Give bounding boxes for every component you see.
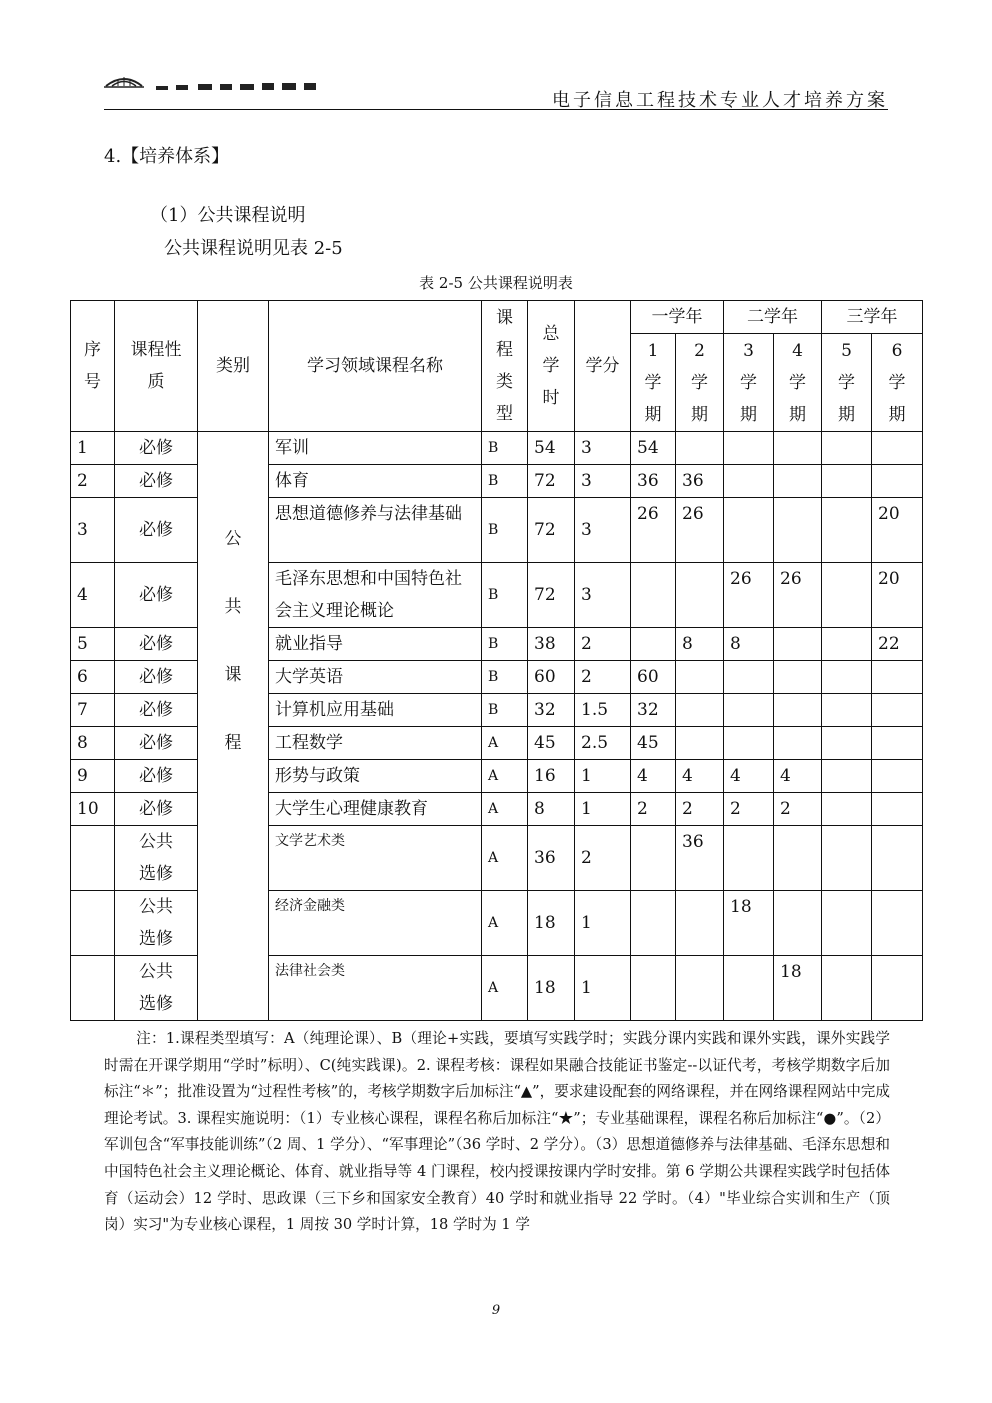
cell-course-name: 法律社会类 bbox=[269, 956, 482, 1021]
header-term-1: 1学期 bbox=[631, 334, 676, 432]
cell-course-type: B bbox=[482, 628, 528, 661]
header-term-6: 6学期 bbox=[872, 334, 923, 432]
cell-term-5 bbox=[822, 826, 872, 891]
cell-term-2: 26 bbox=[676, 498, 724, 563]
cell-credits: 1 bbox=[575, 760, 631, 793]
cell-course-type: B bbox=[482, 694, 528, 727]
cell-term-3 bbox=[724, 498, 774, 563]
cell-nature: 必修 bbox=[115, 661, 198, 694]
public-course-table bbox=[70, 300, 923, 1021]
cell-course-name: 文学艺术类 bbox=[269, 826, 482, 891]
cell-course-name: 思想道德修养与法律基础 bbox=[269, 498, 482, 563]
cell-course-type: A bbox=[482, 956, 528, 1021]
cell-term-3 bbox=[724, 661, 774, 694]
cell-total-hours: 45 bbox=[528, 727, 575, 760]
cell-term-3: 26 bbox=[724, 563, 774, 628]
cell-term-2: 36 bbox=[676, 465, 724, 498]
cell-course-name: 军训 bbox=[269, 432, 482, 465]
cell-term-5 bbox=[822, 760, 872, 793]
cell-term-4 bbox=[774, 826, 822, 891]
cell-term-1: 36 bbox=[631, 465, 676, 498]
cell-course-type: B bbox=[482, 563, 528, 628]
cell-term-3: 8 bbox=[724, 628, 774, 661]
cell-index: 6 bbox=[71, 661, 115, 694]
cell-nature: 必修 bbox=[115, 694, 198, 727]
cell-term-1: 26 bbox=[631, 498, 676, 563]
header-course-name: 学习领域课程名称 bbox=[269, 301, 482, 432]
cell-nature: 公共选修 bbox=[115, 956, 198, 1021]
cell-total-hours: 72 bbox=[528, 563, 575, 628]
subsection-text: 公共课程说明见表 2-5 bbox=[164, 238, 343, 259]
cell-index bbox=[71, 891, 115, 956]
cell-term-3 bbox=[724, 694, 774, 727]
cell-nature: 必修 bbox=[115, 563, 198, 628]
cell-term-2: 8 bbox=[676, 628, 724, 661]
cell-course-type: A bbox=[482, 793, 528, 826]
cell-term-3: 2 bbox=[724, 793, 774, 826]
cell-term-5 bbox=[822, 694, 872, 727]
cell-course-type: A bbox=[482, 891, 528, 956]
cell-total-hours: 16 bbox=[528, 760, 575, 793]
header-term-4: 4学期 bbox=[774, 334, 822, 432]
cell-term-3: 18 bbox=[724, 891, 774, 956]
cell-term-6: 22 bbox=[872, 628, 923, 661]
cell-term-6 bbox=[872, 793, 923, 826]
cell-course-name: 工程数学 bbox=[269, 727, 482, 760]
page-number: 9 bbox=[491, 1303, 501, 1318]
cell-course-type: B bbox=[482, 661, 528, 694]
cell-term-2 bbox=[676, 432, 724, 465]
header-index: 序号 bbox=[71, 301, 115, 432]
cell-credits: 1 bbox=[575, 891, 631, 956]
cell-index: 9 bbox=[71, 760, 115, 793]
subsection-title: （1）公共课程说明 bbox=[150, 205, 306, 226]
cell-term-2 bbox=[676, 661, 724, 694]
cell-index: 4 bbox=[71, 563, 115, 628]
cell-credits: 1 bbox=[575, 956, 631, 1021]
header-term-2: 2学期 bbox=[676, 334, 724, 432]
cell-term-6 bbox=[872, 694, 923, 727]
cell-total-hours: 18 bbox=[528, 891, 575, 956]
header-term-3: 3学期 bbox=[724, 334, 774, 432]
cell-index: 1 bbox=[71, 432, 115, 465]
cell-nature: 必修 bbox=[115, 760, 198, 793]
cell-term-6 bbox=[872, 760, 923, 793]
cell-course-name: 大学生心理健康教育 bbox=[269, 793, 482, 826]
cell-term-3: 4 bbox=[724, 760, 774, 793]
cell-nature: 必修 bbox=[115, 432, 198, 465]
cell-credits: 2 bbox=[575, 628, 631, 661]
cell-index: 8 bbox=[71, 727, 115, 760]
cell-term-2 bbox=[676, 694, 724, 727]
cell-index bbox=[71, 826, 115, 891]
cell-credits: 3 bbox=[575, 465, 631, 498]
cell-term-1 bbox=[631, 956, 676, 1021]
cell-term-5 bbox=[822, 661, 872, 694]
header-total-hours: 总学时 bbox=[528, 301, 575, 432]
cell-term-3 bbox=[724, 956, 774, 1021]
cell-credits: 1 bbox=[575, 793, 631, 826]
cell-total-hours: 38 bbox=[528, 628, 575, 661]
cell-term-5 bbox=[822, 891, 872, 956]
cell-term-4: 2 bbox=[774, 793, 822, 826]
cell-term-6 bbox=[872, 956, 923, 1021]
cell-course-type: B bbox=[482, 465, 528, 498]
cell-nature: 必修 bbox=[115, 498, 198, 563]
header-logo-icon bbox=[104, 70, 324, 94]
section-title: 4.【培养体系】 bbox=[104, 146, 230, 167]
cell-term-1: 54 bbox=[631, 432, 676, 465]
cell-credits: 3 bbox=[575, 432, 631, 465]
cell-nature: 必修 bbox=[115, 727, 198, 760]
cell-course-name: 计算机应用基础 bbox=[269, 694, 482, 727]
cell-course-name: 体育 bbox=[269, 465, 482, 498]
header-term-5: 5学期 bbox=[822, 334, 872, 432]
cell-credits: 3 bbox=[575, 563, 631, 628]
cell-course-name: 大学英语 bbox=[269, 661, 482, 694]
cell-term-3 bbox=[724, 465, 774, 498]
cell-nature: 公共选修 bbox=[115, 826, 198, 891]
cell-term-3 bbox=[724, 727, 774, 760]
cell-term-6 bbox=[872, 465, 923, 498]
cell-term-1: 2 bbox=[631, 793, 676, 826]
cell-total-hours: 8 bbox=[528, 793, 575, 826]
header-year-1: 一学年 bbox=[631, 301, 724, 334]
header-course-type: 课程类型 bbox=[482, 301, 528, 432]
cell-term-1 bbox=[631, 628, 676, 661]
cell-total-hours: 18 bbox=[528, 956, 575, 1021]
table-note: 注：1.课程类型填写：A（纯理论课）、B（理论+实践，要填写实践学时；实践分课内实践和课外实践，课外实践学时需在开课学期用“学时”标明）、C(纯实践课)。2. 课程考核：课程如果融合技能证书鉴定--以证代考，考核学期数字后加标注“＊”；批准设置为“过程性考核”的，考核学期数字后加标注“▲”，要求建设配套的网络课程，并在网络课程网站中完成理论考试。3. 课程实施说明：（1）专业核心课程，课程名称后加标注“★”；专业基础课程，课程名称后加标注“●”。（2）军训包含“军事技能训练”（2 周、1 学分）、“军事理论”（36 学时、2 学分）。（3）思想道德修养与法律基础、毛泽东思想和中国特色社会主义理论概论、体育、就业指导等 4 门课程，校内授课按课内学时安排。第 6 学期公共课程实践学时包括体育（运动会）12 学时、思政课（三下乡和国家安全教育）40 学时和就业指导 22 学时。（4）"毕业综合实训和生产（顶岗）实习"为专业核心课程，1 周按 30 学时计算，18 学时为 1 学 bbox=[104, 1030, 890, 1234]
cell-nature: 必修 bbox=[115, 628, 198, 661]
cell-credits: 2 bbox=[575, 826, 631, 891]
cell-term-4: 4 bbox=[774, 760, 822, 793]
cell-course-type: A bbox=[482, 760, 528, 793]
cell-term-5 bbox=[822, 793, 872, 826]
cell-credits: 2 bbox=[575, 661, 631, 694]
cell-index: 7 bbox=[71, 694, 115, 727]
cell-credits: 3 bbox=[575, 498, 631, 563]
cell-index: 2 bbox=[71, 465, 115, 498]
cell-term-3 bbox=[724, 432, 774, 465]
cell-total-hours: 60 bbox=[528, 661, 575, 694]
header-title: 电子信息工程技术专业人才培养方案 bbox=[552, 90, 888, 111]
cell-term-4 bbox=[774, 727, 822, 760]
header-category: 类别 bbox=[198, 301, 269, 432]
cell-index: 10 bbox=[71, 793, 115, 826]
header-nature: 课程性质 bbox=[115, 301, 198, 432]
cell-credits: 1.5 bbox=[575, 694, 631, 727]
table-row bbox=[71, 432, 923, 465]
table-caption: 表 2-5 公共课程说明表 bbox=[419, 274, 573, 292]
cell-term-6 bbox=[872, 727, 923, 760]
cell-nature: 必修 bbox=[115, 793, 198, 826]
cell-term-6 bbox=[872, 891, 923, 956]
cell-term-5 bbox=[822, 498, 872, 563]
cell-term-1: 4 bbox=[631, 760, 676, 793]
cell-term-6: 20 bbox=[872, 563, 923, 628]
cell-course-type: B bbox=[482, 432, 528, 465]
cell-course-name: 形势与政策 bbox=[269, 760, 482, 793]
cell-category: 公共课程 bbox=[198, 432, 269, 1021]
cell-term-4 bbox=[774, 694, 822, 727]
cell-term-5 bbox=[822, 727, 872, 760]
cell-nature: 公共选修 bbox=[115, 891, 198, 956]
cell-course-type: A bbox=[482, 826, 528, 891]
cell-term-6 bbox=[872, 826, 923, 891]
cell-index bbox=[71, 956, 115, 1021]
cell-term-5 bbox=[822, 956, 872, 1021]
cell-course-name: 毛泽东思想和中国特色社会主义理论概论 bbox=[269, 563, 482, 628]
cell-total-hours: 72 bbox=[528, 465, 575, 498]
cell-term-2 bbox=[676, 727, 724, 760]
cell-course-type: A bbox=[482, 727, 528, 760]
cell-term-1: 45 bbox=[631, 727, 676, 760]
cell-term-2 bbox=[676, 956, 724, 1021]
cell-term-4 bbox=[774, 628, 822, 661]
cell-credits: 2.5 bbox=[575, 727, 631, 760]
cell-term-2 bbox=[676, 891, 724, 956]
cell-term-6: 20 bbox=[872, 498, 923, 563]
cell-term-3 bbox=[724, 826, 774, 891]
cell-term-1: 32 bbox=[631, 694, 676, 727]
cell-total-hours: 54 bbox=[528, 432, 575, 465]
cell-term-1 bbox=[631, 563, 676, 628]
cell-term-4: 18 bbox=[774, 956, 822, 1021]
cell-term-4 bbox=[774, 465, 822, 498]
cell-term-4 bbox=[774, 498, 822, 563]
cell-term-6 bbox=[872, 661, 923, 694]
cell-term-1 bbox=[631, 826, 676, 891]
cell-course-type: B bbox=[482, 498, 528, 563]
cell-term-4: 26 bbox=[774, 563, 822, 628]
cell-term-2 bbox=[676, 563, 724, 628]
cell-index: 3 bbox=[71, 498, 115, 563]
cell-term-2: 2 bbox=[676, 793, 724, 826]
cell-term-5 bbox=[822, 563, 872, 628]
cell-term-5 bbox=[822, 628, 872, 661]
header-year-2: 二学年 bbox=[724, 301, 822, 334]
cell-total-hours: 36 bbox=[528, 826, 575, 891]
cell-term-2: 36 bbox=[676, 826, 724, 891]
cell-term-5 bbox=[822, 432, 872, 465]
cell-term-4 bbox=[774, 432, 822, 465]
cell-term-1 bbox=[631, 891, 676, 956]
cell-term-6 bbox=[872, 432, 923, 465]
cell-term-5 bbox=[822, 465, 872, 498]
cell-term-1: 60 bbox=[631, 661, 676, 694]
header-year-3: 三学年 bbox=[822, 301, 923, 334]
cell-total-hours: 32 bbox=[528, 694, 575, 727]
cell-term-4 bbox=[774, 891, 822, 956]
header-credits: 学分 bbox=[575, 301, 631, 432]
cell-nature: 必修 bbox=[115, 465, 198, 498]
cell-course-name: 经济金融类 bbox=[269, 891, 482, 956]
cell-term-2: 4 bbox=[676, 760, 724, 793]
cell-index: 5 bbox=[71, 628, 115, 661]
header-divider bbox=[104, 109, 888, 110]
cell-course-name: 就业指导 bbox=[269, 628, 482, 661]
cell-term-4 bbox=[774, 661, 822, 694]
cell-total-hours: 72 bbox=[528, 498, 575, 563]
